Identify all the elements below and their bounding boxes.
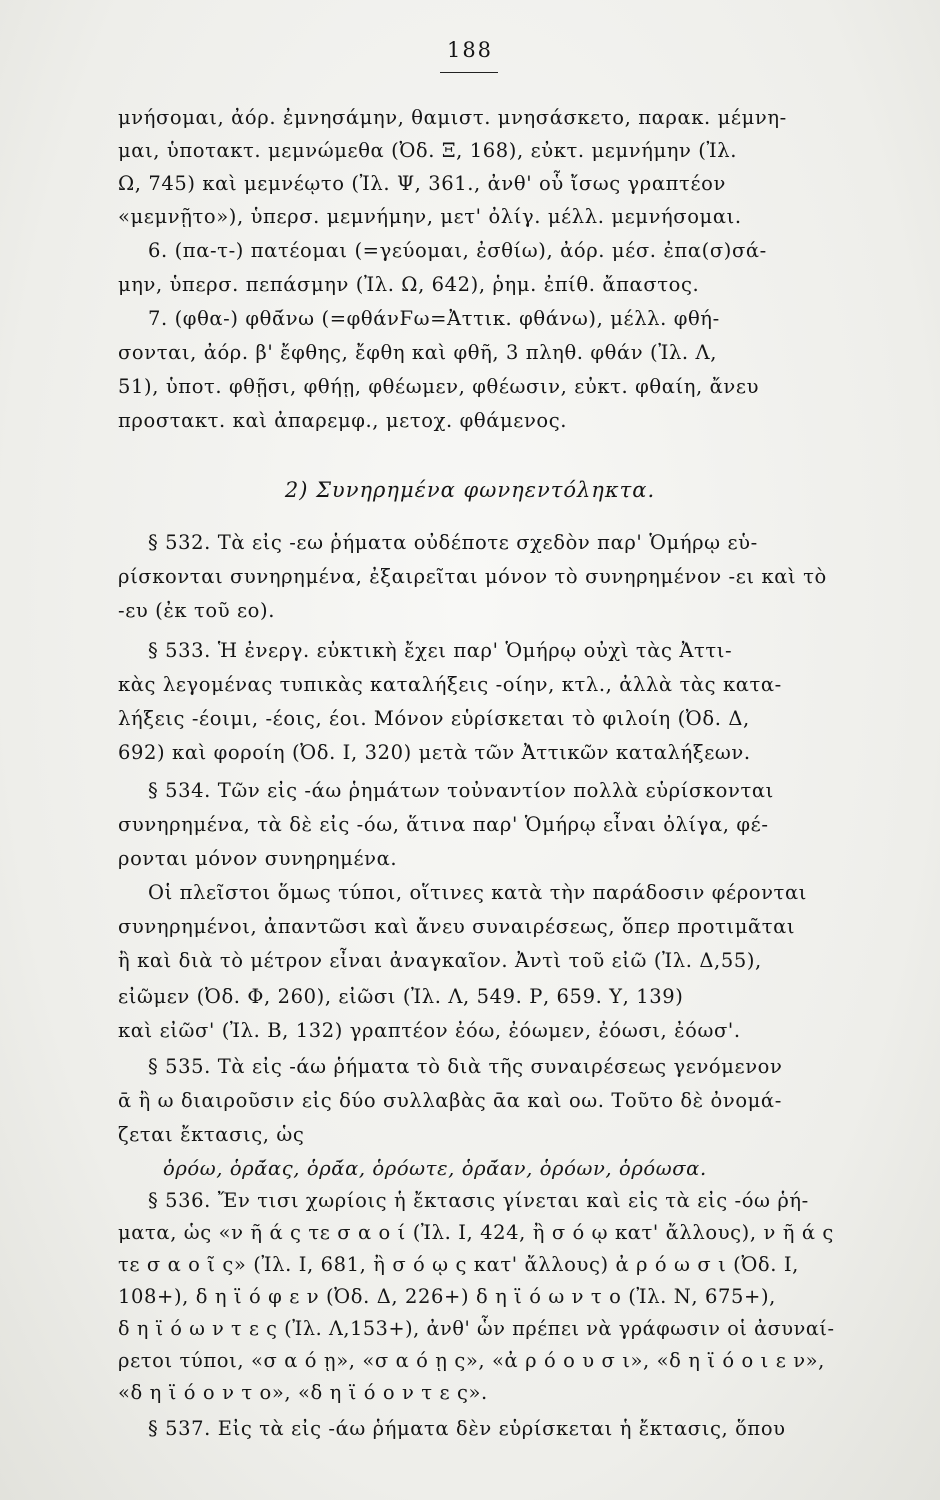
text-line: μην, ὑπερσ. πεπάσμην (Ἰλ. Ω, 642), ῥημ. ἐπίθ. ἄπαστος.	[118, 273, 700, 296]
text-line: 692) καὶ φοροίη (Ὀδ. Ι, 320) μετὰ τῶν Ἀττικῶν καταλήξεων.	[118, 741, 751, 764]
text-line: προστακτ. καὶ ἀπαρεμφ., μετοχ. φθάμενος.	[118, 409, 568, 432]
text-line: μνήσομαι, ἀόρ. ἐμνησάμην, θαμιστ. μνησάσκετο, παρακ. μέμνη-	[118, 106, 787, 129]
text-line: Οἱ πλεῖστοι ὅμως τύποι, οἵτινες κατὰ τὴν παράδοσιν φέρονται	[148, 881, 807, 904]
text-line: συνηρημένοι, ἀπαντῶσι καὶ ἄνευ συναιρέσεως, ὅπερ προτιμᾶται	[118, 915, 796, 938]
text-line: § 536. Ἔν τισι χωρίοις ἡ ἔκτασις γίνεται καὶ εἰς τὰ εἰς -όω ῥή-	[148, 1189, 809, 1212]
text-line: «δ η ϊ ό ο ν τ ο», «δ η ϊ ό ο ν τ ε ς».	[118, 1381, 488, 1404]
text-line: § 533. Ἡ ἐνεργ. εὐκτικὴ ἔχει παρ' Ὁμήρῳ οὐχὶ τὰς Ἀττι-	[148, 639, 733, 662]
page-number: 188	[446, 38, 494, 62]
page-number-rule	[440, 72, 498, 73]
text-line: ρετοι τύποι, «σ α ό ῃ», «σ α ό ῃ ς», «ἀ ρ ό ο υ σ ι», «δ η ϊ ό ο ι ε ν»,	[118, 1349, 825, 1372]
text-line: ρίσκονται συνηρημένα, ἐξαιρεῖται μόνον τὸ συνηρημένον -ει καὶ τὸ	[118, 565, 827, 588]
text-line: λήξεις -έοιμι, -έοις, έοι. Μόνον εὑρίσκεται τὸ φιλοίη (Ὀδ. Δ,	[118, 707, 750, 730]
text-line: Ω, 745) καὶ μεμνέῳτο (Ἰλ. Ψ, 361., ἀνθ' οὗ ἴσως γραπτέον	[118, 172, 726, 195]
text-line: «μεμνῇτο»), ὑπερσ. μεμνήμην, μετ' ὀλίγ. μέλλ. μεμνήσομαι.	[118, 205, 742, 228]
text-line: § 535. Τὰ εἰς -άω ῥήματα τὸ διὰ τῆς συναιρέσεως γενόμενον	[148, 1055, 783, 1078]
text-line: § 534. Τῶν εἰς -άω ῥημάτων τοὐναντίον πολλὰ εὑρίσκονται	[148, 779, 774, 802]
text-line: 108+), δ η ϊ ό φ ε ν (Ὀδ. Δ, 226+) δ η ϊ ό ω ν τ ο (Ἰλ. Ν, 675+),	[118, 1285, 776, 1308]
text-line: 7. (φθα-) φθᾱ́νω (=φθάνϜω=Ἀττικ. φθάνω), μέλλ. φθή-	[148, 307, 720, 330]
text-line: καὶ εἰῶσ' (Ἰλ. Β, 132) γραπτέον ἐόω, ἐόωμεν, ἐόωσι, ἐόωσ'.	[118, 1019, 741, 1042]
text-line: κὰς λεγομένας τυπικὰς καταλήξεις -οίην, κτλ., ἀλλὰ τὰς κατα-	[118, 673, 782, 696]
text-line: ᾱ ἢ ω διαιροῦσιν εἰς δύο συλλαβὰς ᾱα καὶ οω. Τοῦτο δὲ ὀνομά-	[118, 1089, 782, 1112]
text-line: ρονται μόνον συνηρημένα.	[118, 847, 398, 870]
text-line: εἰῶμεν (Ὀδ. Φ, 260), εἰῶσι (Ἰλ. Λ, 549. Ρ, 659. Υ, 139)	[118, 985, 684, 1008]
text-line: σονται, ἀόρ. β' ἔφθης, ἔφθη καὶ φθῆ, 3 πληθ. φθάν (Ἰλ. Λ,	[118, 341, 717, 364]
text-line: ἢ καὶ διὰ τὸ μέτρον εἶναι ἀναγκαῖον. Ἀντὶ τοῦ εἰῶ (Ἰλ. Δ,55),	[118, 949, 762, 972]
text-line: δ η ϊ ό ω ν τ ε ς (Ἰλ. Λ,153+), ἀνθ' ὧν πρέπει νὰ γράφωσιν οἱ ἀσυναί-	[118, 1317, 835, 1340]
text-line: § 532. Τὰ εἰς -εω ῥήματα οὐδέποτε σχεδὸν παρ' Ὁμήρῳ εὑ-	[148, 531, 758, 554]
text-line: συνηρημένα, τὰ δὲ εἰς -όω, ἅτινα παρ' Ὁμήρῳ εἶναι ὀλίγα, φέ-	[118, 813, 769, 836]
text-line: μαι, ὑποτακτ. μεμνώμεθα (Ὀδ. Ξ, 168), εὐκτ. μεμνήμην (Ἰλ.	[118, 139, 738, 162]
text-line: ματα, ὡς «ν ῆ ά ς τε σ α ο ί (Ἰλ. Ι, 424, ἢ σ ό ῳ κατ' ἄλλους), ν ῆ ά ς	[118, 1221, 834, 1244]
text-line: § 537. Εἰς τὰ εἰς -άω ῥήματα δὲν εὑρίσκεται ἡ ἔκτασις, ὅπου	[148, 1417, 786, 1440]
text-line: 51), ὑποτ. φθῇσι, φθήῃ, φθέωμεν, φθέωσιν, εὐκτ. φθαίη, ἄνευ	[118, 375, 760, 398]
text-line: 6. (πα-τ-) πατέομαι (=γεύομαι, ἐσθίω), ἀόρ. μέσ. ἐπα(σ)σά-	[148, 239, 767, 262]
text-line: τε σ α ο ῖ ς» (Ἰλ. Ι, 681, ἢ σ ό ῳ ς κατ' ἄλλους) ἀ ρ ό ω σ ι (Ὀδ. Ι,	[118, 1253, 799, 1276]
example-forms-line: ὁρόω, ὁρᾱ́ας, ὁρᾱ́α, ὁρόωτε, ὁρᾱ́αν, ὁρόων, ὁρόωσα.	[163, 1157, 707, 1180]
text-line: ζεται ἔκτασις, ὡς	[118, 1123, 305, 1146]
text-line: -ευ (ἐκ τοῦ εο).	[118, 599, 276, 622]
section-heading: 2) Συνηρημένα φωνηεντόληκτα.	[284, 478, 656, 502]
